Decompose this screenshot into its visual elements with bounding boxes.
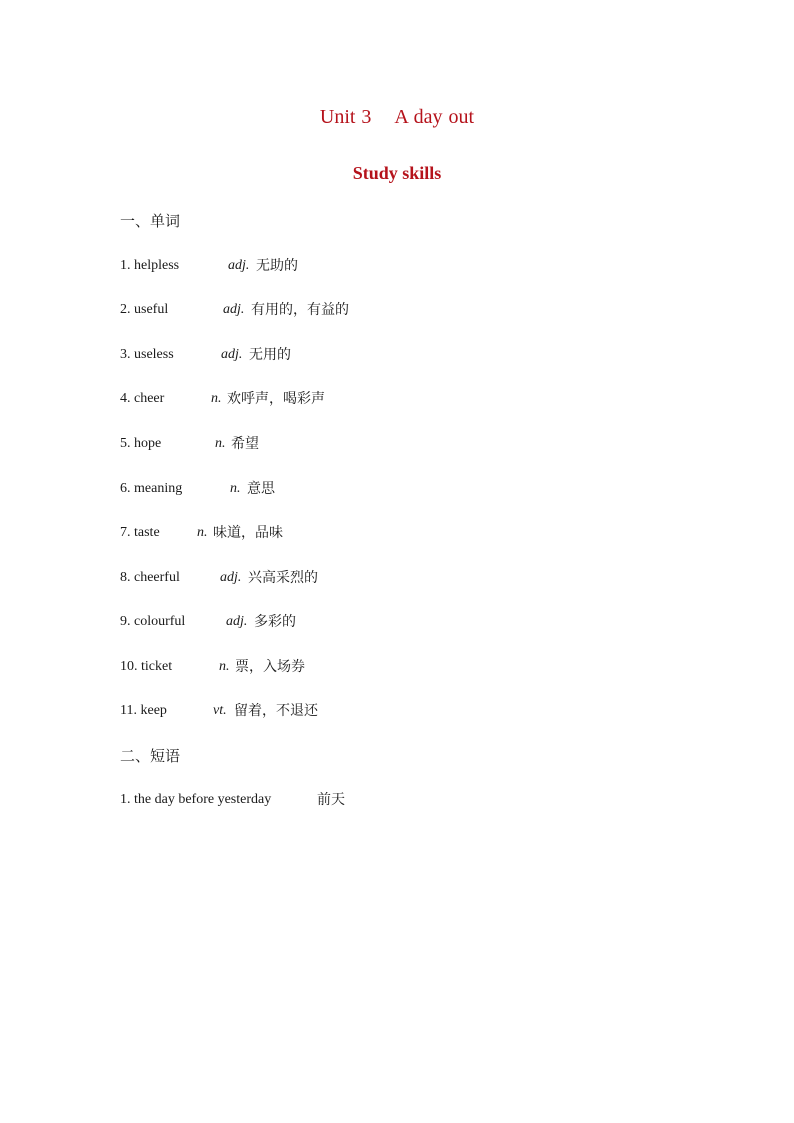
word-meaning: 希望 xyxy=(231,436,259,452)
word-row xyxy=(120,522,680,544)
word-meaning: 有用的，有益的 xyxy=(251,302,349,318)
phrase-row xyxy=(120,789,680,811)
word-term: 6. meaning xyxy=(120,481,183,496)
word-meaning: 多彩的 xyxy=(254,614,296,630)
word-row xyxy=(120,255,680,277)
word-term: 7. taste xyxy=(120,525,160,540)
page-subtitle: Study skills xyxy=(352,163,442,183)
word-row xyxy=(120,344,680,366)
word-row xyxy=(120,433,680,455)
word-pos: n. xyxy=(215,436,226,451)
word-meaning: 留着，不退还 xyxy=(234,703,318,719)
word-pos: adj. xyxy=(221,347,243,362)
word-pos: adj. xyxy=(228,258,250,273)
word-term: 11. keep xyxy=(120,703,167,718)
word-meaning: 无助的 xyxy=(256,258,298,274)
word-pos: n. xyxy=(219,659,230,674)
section-heading-words: 一、单词 xyxy=(120,212,181,230)
word-pos: adj. xyxy=(226,614,248,629)
phrase-meaning: 前天 xyxy=(317,792,345,808)
page-title: Unit 3 A day out xyxy=(319,106,475,128)
word-term: 2. useful xyxy=(120,302,169,317)
word-row xyxy=(120,700,680,722)
word-row xyxy=(120,299,680,321)
word-meaning: 兴高采烈的 xyxy=(248,570,318,586)
word-row xyxy=(120,478,680,500)
word-term: 5. hope xyxy=(120,436,162,451)
word-pos: adj. xyxy=(223,302,245,317)
word-meaning: 票，入场券 xyxy=(235,659,305,675)
word-row xyxy=(120,567,680,589)
section-heading-phrases: 二、短语 xyxy=(120,747,181,765)
word-row xyxy=(120,656,680,678)
word-pos: n. xyxy=(230,481,241,496)
phrase-term: 1. the day before yesterday xyxy=(120,792,272,807)
word-row xyxy=(120,611,680,633)
word-meaning: 意思 xyxy=(247,481,275,497)
word-term: 1. helpless xyxy=(120,258,180,273)
word-term: 8. cheerful xyxy=(120,570,180,585)
word-pos: n. xyxy=(197,525,208,540)
word-term: 3. useless xyxy=(120,347,174,362)
word-pos: adj. xyxy=(220,570,242,585)
word-term: 10. ticket xyxy=(120,659,173,674)
word-meaning: 无用的 xyxy=(249,347,291,363)
word-meaning: 欢呼声，喝彩声 xyxy=(227,391,325,407)
word-term: 4. cheer xyxy=(120,391,165,406)
word-meaning: 味道，品味 xyxy=(213,525,283,541)
word-term: 9. colourful xyxy=(120,614,186,629)
word-pos: vt. xyxy=(213,703,227,718)
word-pos: n. xyxy=(211,391,222,406)
word-row xyxy=(120,388,680,410)
